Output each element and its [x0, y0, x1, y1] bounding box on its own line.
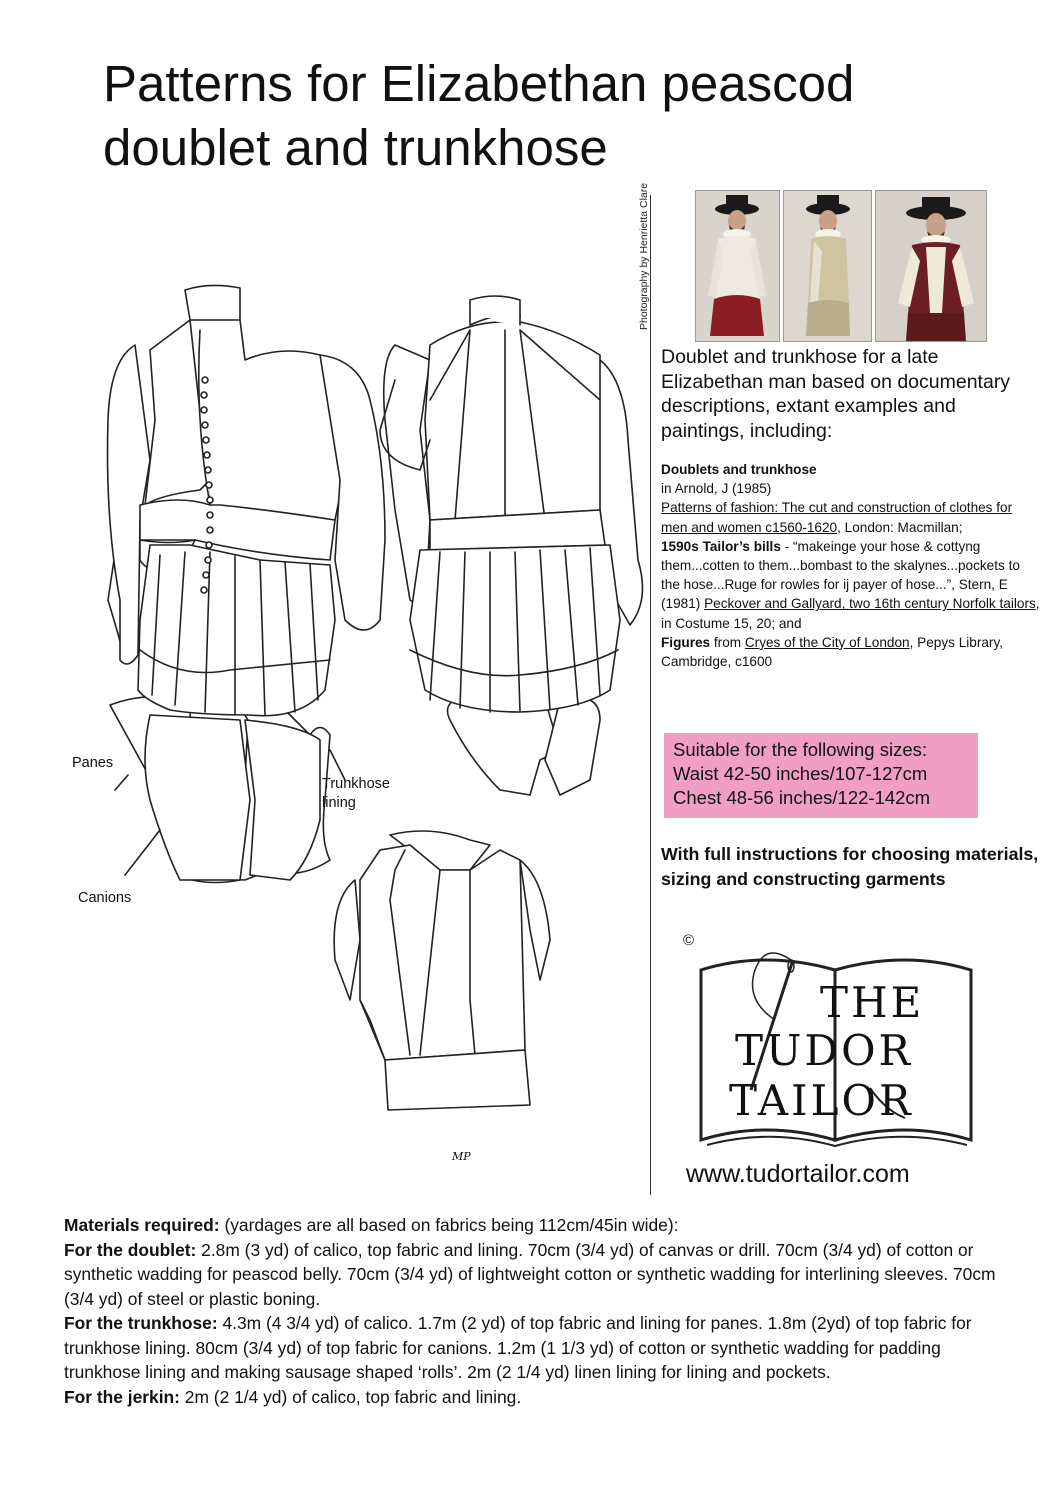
ref-tailors-bills-heading: 1590s Tailor’s bills — [661, 538, 781, 554]
tudor-tailor-logo — [695, 940, 985, 1160]
title-line-2: doublet and trunkhose — [103, 119, 608, 176]
materials-doublet-label: For the doublet: — [64, 1239, 197, 1260]
ref-cryes-title: Cryes of the City of London — [744, 634, 910, 650]
ref-peckover-tail: , in Costume 15, 20; and — [661, 596, 1040, 631]
materials-trunkhose-text: 4.3m (4 3/4 yd) of calico. 1.7m (2 yd) of top fabric and lining for panes. 1.8m (2yd) of top fabric for trunkhose lining. 80cm (3/4 yd) of top fabric for canions. 1.2m (1 1/3 yd) of cotton or synthetic wadding for padding trunkhose lining and making sausage shaped ‘rolls’. 2m (2 1/4 yd) linen lining for lining and pockets. — [64, 1313, 972, 1382]
website-link[interactable]: www.tudortailor.com — [686, 1160, 910, 1188]
ref-peckover-title: Peckover and Gallyard, two 16th century Norfolk tailors — [704, 596, 1036, 612]
sizes-chest: Chest 48-56 inches/122-142cm — [673, 787, 931, 808]
label-trunkhose-lining-2: lining — [322, 795, 356, 811]
materials-jerkin-text: 2m (2 1/4 yd) of calico, top fabric and lining. — [179, 1386, 522, 1407]
back-doublet-drawing — [380, 296, 643, 795]
photo-model-jerkin — [875, 190, 987, 342]
logo-line-tailor: TAILOR — [729, 1076, 914, 1125]
photo-credit: Photography by Henrietta Clare — [638, 182, 650, 330]
copyright-symbol: © — [683, 932, 695, 949]
ref-doublets-heading: Doublets and trunkhose — [661, 462, 817, 477]
front-legs-drawing — [145, 715, 320, 880]
full-instructions-note: With full instructions for choosing materials, sizing and constructing garments — [661, 844, 1039, 889]
sizes-box — [664, 733, 978, 818]
ref-figures-heading: Figures — [661, 634, 711, 650]
ref-tailors-bills-text: - “makeinge your hose & cottyng them...cotten to them...bombast to the skalynes...pockets to the hose...Ruge for rowles for ij payer of hose...”, Stern, E (1981) — [661, 538, 1020, 612]
materials-trunkhose-label: For the trunkhose: — [64, 1313, 218, 1333]
column-divider — [650, 195, 651, 1195]
photo-model-front — [695, 190, 780, 342]
label-canions: Canions — [78, 890, 132, 906]
title-line-1: Patterns for Elizabethan peascod — [103, 55, 855, 112]
sizes-waist: Waist 42-50 inches/107-127cm — [673, 763, 928, 784]
ref-arnold: in Arnold, J (1985) — [661, 481, 772, 497]
garment-drawings — [0, 0, 650, 1200]
materials-note: (yardages are all based on fabrics being 112cm/45in wide): — [219, 1215, 679, 1235]
materials-jerkin-label: For the jerkin: — [64, 1386, 180, 1407]
ref-arnold-publisher: , London: Macmillan; — [837, 519, 963, 535]
ref-figures-text: from — [710, 634, 745, 650]
artist-signature: MP — [452, 1150, 471, 1163]
references — [661, 460, 1041, 671]
materials-heading: Materials required: — [64, 1215, 220, 1235]
jerkin-drawing — [334, 831, 550, 1110]
materials-required — [64, 1213, 1004, 1409]
ref-arnold-title: Patterns of fashion: The cut and construction of clothes for men and women c1560-1620 — [661, 500, 1013, 535]
logo-line-the: THE — [820, 978, 925, 1027]
photo-model-side — [783, 190, 872, 342]
label-panes: Panes — [72, 755, 114, 771]
logo-line-tudor: TUDOR — [735, 1026, 914, 1075]
sizes-heading: Suitable for the following sizes: — [673, 739, 927, 760]
ref-cryes-tail: , Pepys Library, Cambridge, c1600 — [661, 634, 1004, 670]
label-trunkhose-lining-1: Trunkhose — [322, 776, 390, 792]
materials-doublet-text: 2.8m (3 yd) of calico, top fabric and lining. 70cm (3/4 yd) of canvas or drill. 70cm (3/4 yd) of cotton or synthetic wadding for peascod belly. 70cm (3/4 yd) of lightweight cotton or synthetic wadding for interlining sleeves. 70cm (3/4 yd) of steel or plastic boning. — [64, 1239, 996, 1309]
intro-text: Doublet and trunkhose for a late Elizabethan man based on documentary descriptions, extant examples and paintings, including: — [661, 346, 1011, 442]
